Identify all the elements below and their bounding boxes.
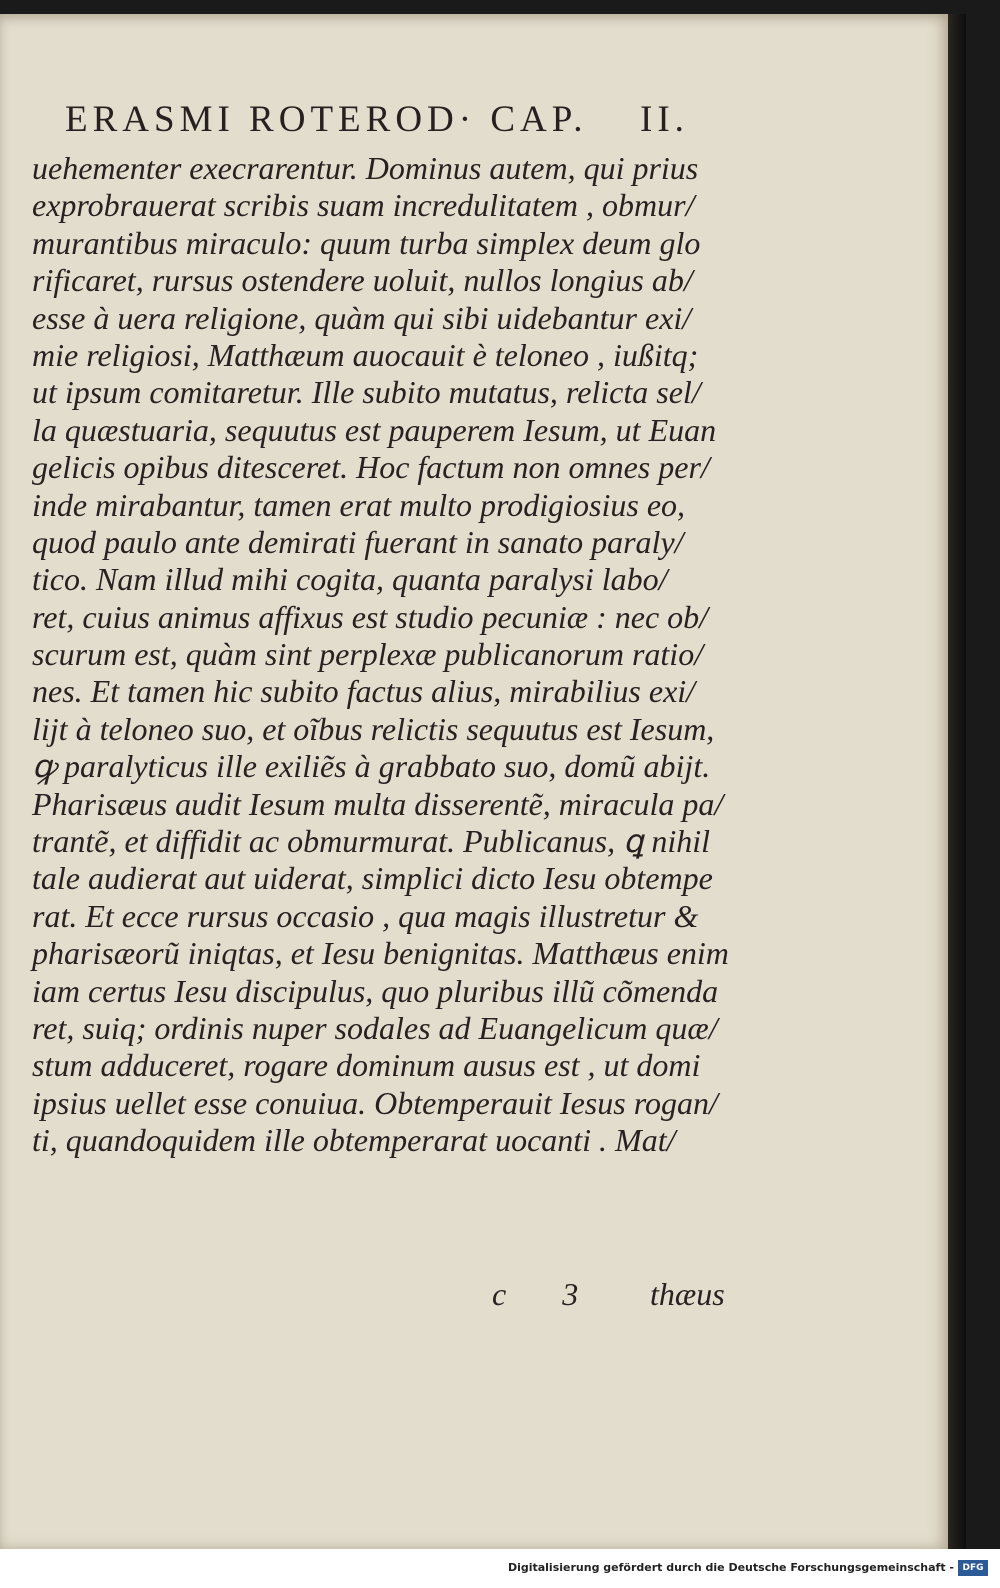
text-line: murantibus miraculo: quum turba simplex deum glo: [32, 224, 701, 261]
chapter-number: II.: [640, 99, 689, 140]
text-line: tale audierat aut uiderat, simplici dicto Iesu obtempe: [32, 860, 713, 897]
text-line: pharisæorũ iniqtas, et Iesu benignitas. Matthæus enim: [32, 935, 729, 972]
text-line: scurum est, quàm sint perplexæ publicanorum ratio/: [32, 636, 704, 673]
text-line: ret, suiq; ordinis nuper sodales ad Euangelicum quæ/: [32, 1009, 718, 1046]
dfg-logo-icon: DFG: [958, 1560, 988, 1576]
page-footer: [0, 1276, 760, 1320]
page-fore-edge: [948, 14, 966, 1549]
text-line: la quæstuaria, sequutus est pauperem Iesum, ut Euan: [32, 411, 717, 448]
text-line: ret, cuius animus affixus est studio pecuniæ : nec ob/: [32, 598, 709, 635]
text-line: ipsius uellet esse conuiua. Obtemperauit Iesus rogan/: [32, 1084, 718, 1121]
text-line: esse à uera religione, quàm qui sibi uidebantur exi/: [32, 299, 692, 336]
body-text: [32, 150, 752, 1160]
text-line: iam certus Iesu discipulus, quo pluribus illũ cõmenda: [32, 972, 719, 1009]
running-title: ERASMI ROTEROD· CAP.: [65, 99, 588, 140]
text-line: nes. Et tamen hic subito factus alius, mirabilius exi/: [32, 673, 696, 710]
text-line: inde mirabantur, tamen erat multo prodigiosius eo,: [32, 486, 686, 523]
text-line: exprobrauerat scribis suam incredulitatem , obmur/: [32, 187, 695, 224]
running-head: [65, 98, 695, 148]
signature-mark: c 3: [492, 1276, 603, 1312]
funding-credit: Digitalisierung gefördert durch die Deutsche Forschungsgemeinschaft -: [507, 1561, 954, 1574]
text-line: ut ipsum comitaretur. Ille subito mutatus, relicta sel/: [32, 374, 701, 411]
text-line: ꝙ paralyticus ille exiliẽs à grabbato suo, domũ abijt.: [32, 748, 711, 785]
text-line: stum adduceret, rogare dominum ausus est , ut domi: [32, 1047, 701, 1084]
text-line: rificaret, rursus ostendere uoluit, nullos longius ab/: [32, 262, 693, 299]
text-line: tico. Nam illud mihi cogita, quanta paralysi labo/: [32, 561, 668, 598]
catchword: thæus: [650, 1276, 725, 1312]
text-line: rat. Et ecce rursus occasio , qua magis illustretur &: [32, 897, 699, 934]
text-line: quod paulo ante demirati fuerant in sanato paraly/: [32, 523, 684, 560]
text-line: gelicis opibus ditesceret. Hoc factum non omnes per/: [32, 449, 710, 486]
text-line: lijt à teloneo suo, et oĩbus relictis sequutus est Iesum,: [32, 710, 715, 747]
text-line: Pharisæus audit Iesum multa disserentẽ, miracula pa/: [32, 785, 724, 822]
text-line: uehementer execrarentur. Dominus autem, qui prius: [32, 150, 699, 186]
text-line: ti, quandoquidem ille obtemperarat uocanti . Mat/: [32, 1122, 676, 1159]
text-line: trantẽ, et diffidit ac obmurmurat. Publicanus, ꝗ nihil: [32, 823, 711, 860]
text-line: mie religiosi, Matthæum auocauit è teloneo , iußitq;: [32, 336, 699, 373]
